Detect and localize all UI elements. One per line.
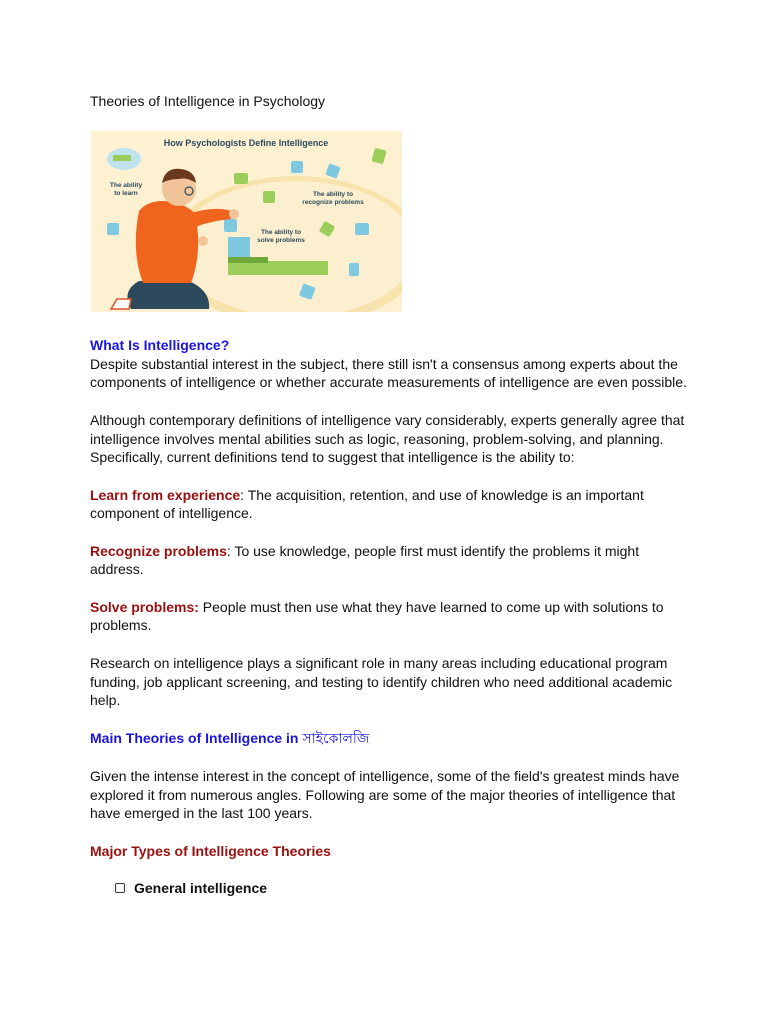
heading-what-is-intelligence: What Is Intelligence?: [90, 337, 230, 353]
list-item-label: General intelligence: [134, 879, 268, 896]
heading-main-theories-text: Main Theories of Intelligence in: [90, 729, 303, 746]
assembled-puzzle-row: [228, 261, 328, 275]
list-item: [115, 879, 690, 898]
heading-main-theories: [90, 729, 690, 749]
ability-learn-text: : The acquisition, retention, and use of knowledge is an important component of intelligence.: [90, 486, 644, 522]
ability-recognize: [90, 542, 690, 579]
assembled-puzzle-sky: [228, 237, 250, 259]
character-hand: [198, 236, 208, 246]
label-solve: The ability to solve problems: [257, 229, 305, 244]
paragraph-research: Research on intelligence plays a significant role in many areas including educational program funding, job applicant screening, and testing to identify children who need additional academic help.: [90, 654, 673, 709]
ability-learn: [90, 486, 690, 523]
puzzle-piece-icon: [291, 161, 303, 173]
puzzle-piece-icon: [349, 263, 359, 276]
heading-major-types: Major Types of Intelligence Theories: [90, 842, 331, 859]
ability-recognize-text: : To use knowledge, people first must identify the problems it might address.: [90, 542, 640, 578]
puzzle-piece-icon: [107, 223, 119, 235]
document-title: Theories of Intelligence in Psychology: [90, 93, 326, 109]
heading-main-theories-bengali: সাইকোলজি: [302, 730, 370, 747]
character-hand: [229, 209, 239, 219]
infographic-title: How Psychologists Define Intelligence: [163, 138, 329, 148]
article-body: [90, 336, 690, 897]
paragraph-theories-intro: Given the intense interest in the concept of intelligence, some of the field's greatest minds have explored it from numerous angles. Following are some of the major theories of intelligence that have emerged in the last 100 years.: [90, 768, 680, 822]
ability-solve: [90, 598, 690, 635]
ability-solve-text: People must then use what they have learned to come up with solutions to problems.: [90, 598, 664, 634]
puzzle-piece-icon: [263, 191, 275, 203]
paragraph-consensus: Despite substantial interest in the subject, there still isn't a consensus among experts about the components of intelligence or whether accurate measurements of intelligence are even possible.: [90, 355, 687, 391]
cloud-grass: [113, 155, 131, 161]
intelligence-infographic: [91, 131, 402, 312]
puzzle-piece-icon: [224, 219, 237, 232]
puzzle-piece-icon: [355, 223, 369, 235]
ability-solve-term: Solve problems:: [90, 598, 199, 615]
puzzle-piece-icon: [234, 173, 248, 184]
label-recognize: The ability to recognize problems: [302, 191, 364, 206]
paragraph-definitions: Although contemporary definitions of intelligence vary considerably, experts generally agree that intelligence involves mental abilities such as logic, reasoning, problem-solving, and planning. Specifically, current definitions tend to suggest that intelligence is the ability to:: [90, 411, 685, 466]
checkbox-icon[interactable]: [115, 883, 125, 893]
label-learn: The ability to learn: [109, 182, 143, 197]
assembled-puzzle-hill: [228, 257, 268, 263]
character-sweater: [136, 201, 198, 283]
ability-learn-term: Learn from experience: [90, 486, 241, 503]
ability-recognize-term: Recognize problems: [90, 542, 227, 559]
